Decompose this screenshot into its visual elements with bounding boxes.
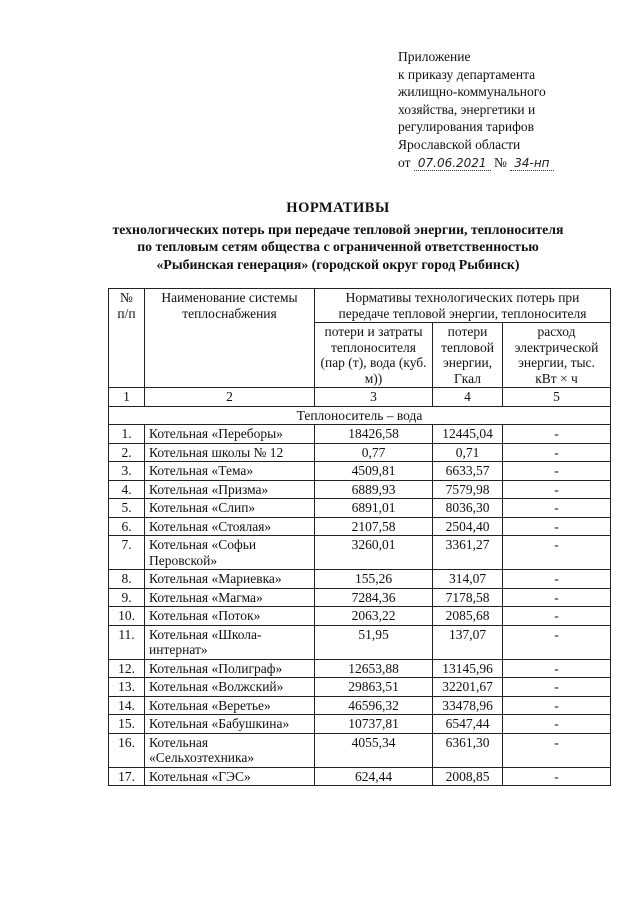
table-row (109, 607, 611, 626)
title-line: по тепловым сетям общества с ограниченной ответственностью (137, 239, 539, 254)
row-heat-loss: 33478,96 (433, 696, 503, 715)
appendix-block (398, 48, 618, 172)
table-row (109, 443, 611, 462)
row-heat-loss: 6633,57 (433, 462, 503, 481)
row-heat-loss: 0,71 (433, 443, 503, 462)
row-heat-loss: 137,07 (433, 625, 503, 659)
table-body (109, 289, 611, 786)
row-number: 8. (109, 570, 145, 589)
row-electricity: - (503, 715, 611, 734)
row-electricity: - (503, 570, 611, 589)
row-coolant-loss: 4509,81 (315, 462, 433, 481)
appendix-date-line (398, 154, 618, 173)
row-coolant-loss: 18426,58 (315, 425, 433, 444)
row-number: 3. (109, 462, 145, 481)
table-row (109, 588, 611, 607)
appendix-line: Ярославской области (398, 136, 521, 152)
row-system-name: Котельная «Мариевка» (145, 570, 315, 589)
handwritten-number: 34-нп (510, 156, 553, 171)
header-num: № п/п (109, 289, 145, 388)
row-electricity: - (503, 625, 611, 659)
row-heat-loss: 13145,96 (433, 659, 503, 678)
row-number: 14. (109, 696, 145, 715)
row-coolant-loss: 4055,34 (315, 733, 433, 767)
row-electricity: - (503, 443, 611, 462)
norms-table (108, 288, 611, 786)
title-line: «Рыбинская генерация» (городской округ город Рыбинск) (156, 256, 520, 272)
row-system-name: Котельная школы № 12 (145, 443, 315, 462)
appendix-line: Приложение (398, 49, 471, 64)
row-number: 2. (109, 443, 145, 462)
table-row (109, 570, 611, 589)
row-system-name: Котельная «Полиграф» (145, 659, 315, 678)
row-electricity: - (503, 536, 611, 570)
row-number: 7. (109, 536, 145, 570)
column-number-row (109, 388, 611, 407)
row-system-name: Котельная «Сельхозтехника» (145, 733, 315, 767)
title-line: технологических потерь при передаче тепловой энергии, теплоносителя (112, 221, 564, 237)
header-norms: Нормативы технологических потерь при передаче тепловой энергии, теплоносителя (315, 289, 611, 323)
row-system-name: Котельная «Слип» (145, 499, 315, 518)
row-electricity: - (503, 607, 611, 626)
row-system-name: Котельная «Стоялая» (145, 517, 315, 536)
row-system-name: Котельная «Волжский» (145, 678, 315, 697)
document-title (88, 200, 588, 273)
row-number: 4. (109, 480, 145, 499)
row-electricity: - (503, 678, 611, 697)
row-number: 5. (109, 499, 145, 518)
row-coolant-loss: 2107,58 (315, 517, 433, 536)
header-col4: потери тепловой энергии, Гкал (433, 323, 503, 388)
row-heat-loss: 3361,27 (433, 536, 503, 570)
row-heat-loss: 314,07 (433, 570, 503, 589)
table-row (109, 733, 611, 767)
row-electricity: - (503, 517, 611, 536)
row-heat-loss: 32201,67 (433, 678, 503, 697)
row-heat-loss: 6547,44 (433, 715, 503, 734)
row-coolant-loss: 7284,36 (315, 588, 433, 607)
row-number: 9. (109, 588, 145, 607)
header-row (109, 289, 611, 323)
col-number: 3 (315, 388, 433, 407)
row-heat-loss: 2504,40 (433, 517, 503, 536)
row-coolant-loss: 10737,81 (315, 715, 433, 734)
row-system-name: Котельная «Призма» (145, 480, 315, 499)
appendix-line: к приказу департамента (398, 66, 536, 82)
table-row (109, 517, 611, 536)
row-system-name: Котельная «Магма» (145, 588, 315, 607)
appendix-line: жилищно-коммунального (398, 84, 546, 100)
row-electricity: - (503, 733, 611, 767)
table-row (109, 659, 611, 678)
row-system-name: Котельная «Бабушкина» (145, 715, 315, 734)
row-heat-loss: 7178,58 (433, 588, 503, 607)
table-row (109, 499, 611, 518)
row-coolant-loss: 0,77 (315, 443, 433, 462)
row-system-name: Котельная «Переборы» (145, 425, 315, 444)
handwritten-date: 07.06.2021 (414, 156, 491, 171)
row-system-name: Котельная «ГЭС» (145, 767, 315, 786)
row-electricity: - (503, 499, 611, 518)
table-row (109, 696, 611, 715)
col-number: 1 (109, 388, 145, 407)
section-row (109, 406, 611, 425)
row-number: 6. (109, 517, 145, 536)
header-system: Наименование системы теплоснабжения (145, 289, 315, 388)
row-electricity: - (503, 588, 611, 607)
row-coolant-loss: 29863,51 (315, 678, 433, 697)
row-system-name: Котельная «Школа-интернат» (145, 625, 315, 659)
row-heat-loss: 2085,68 (433, 607, 503, 626)
row-coolant-loss: 6891,01 (315, 499, 433, 518)
row-coolant-loss: 624,44 (315, 767, 433, 786)
row-number: 10. (109, 607, 145, 626)
table-row (109, 715, 611, 734)
row-electricity: - (503, 425, 611, 444)
row-coolant-loss: 6889,93 (315, 480, 433, 499)
number-prefix: № (493, 154, 507, 170)
row-system-name: Котельная «Софьи Перовской» (145, 536, 315, 570)
row-electricity: - (503, 480, 611, 499)
table-row (109, 625, 611, 659)
row-number: 15. (109, 715, 145, 734)
table-row (109, 678, 611, 697)
table-row (109, 767, 611, 786)
row-coolant-loss: 155,26 (315, 570, 433, 589)
row-coolant-loss: 3260,01 (315, 536, 433, 570)
from-prefix: от (398, 154, 411, 170)
row-number: 1. (109, 425, 145, 444)
row-heat-loss: 7579,98 (433, 480, 503, 499)
row-number: 17. (109, 767, 145, 786)
row-coolant-loss: 51,95 (315, 625, 433, 659)
header-col3: потери и затраты теплоносителя (пар (т), вода (куб. м)) (315, 323, 433, 388)
row-number: 13. (109, 678, 145, 697)
table-row (109, 536, 611, 570)
title-main: НОРМАТИВЫ (286, 200, 390, 216)
row-heat-loss: 6361,30 (433, 733, 503, 767)
row-electricity: - (503, 767, 611, 786)
row-number: 12. (109, 659, 145, 678)
row-heat-loss: 12445,04 (433, 425, 503, 444)
table-row (109, 480, 611, 499)
row-heat-loss: 2008,85 (433, 767, 503, 786)
table-row (109, 462, 611, 481)
col-number: 5 (503, 388, 611, 407)
row-electricity: - (503, 696, 611, 715)
row-number: 11. (109, 625, 145, 659)
row-system-name: Котельная «Тема» (145, 462, 315, 481)
row-electricity: - (503, 462, 611, 481)
row-coolant-loss: 2063,22 (315, 607, 433, 626)
row-system-name: Котельная «Поток» (145, 607, 315, 626)
appendix-line: регулирования тарифов (398, 119, 535, 135)
appendix-line: хозяйства, энергетики и (398, 101, 536, 117)
row-heat-loss: 8036,30 (433, 499, 503, 518)
col-number: 2 (145, 388, 315, 407)
section-label: Теплоноситель – вода (109, 406, 611, 425)
row-number: 16. (109, 733, 145, 767)
header-col5: расход электрической энергии, тыс. кВт × ч (503, 323, 611, 388)
row-electricity: - (503, 659, 611, 678)
col-number: 4 (433, 388, 503, 407)
row-system-name: Котельная «Веретье» (145, 696, 315, 715)
row-coolant-loss: 46596,32 (315, 696, 433, 715)
row-coolant-loss: 12653,88 (315, 659, 433, 678)
table-row (109, 425, 611, 444)
